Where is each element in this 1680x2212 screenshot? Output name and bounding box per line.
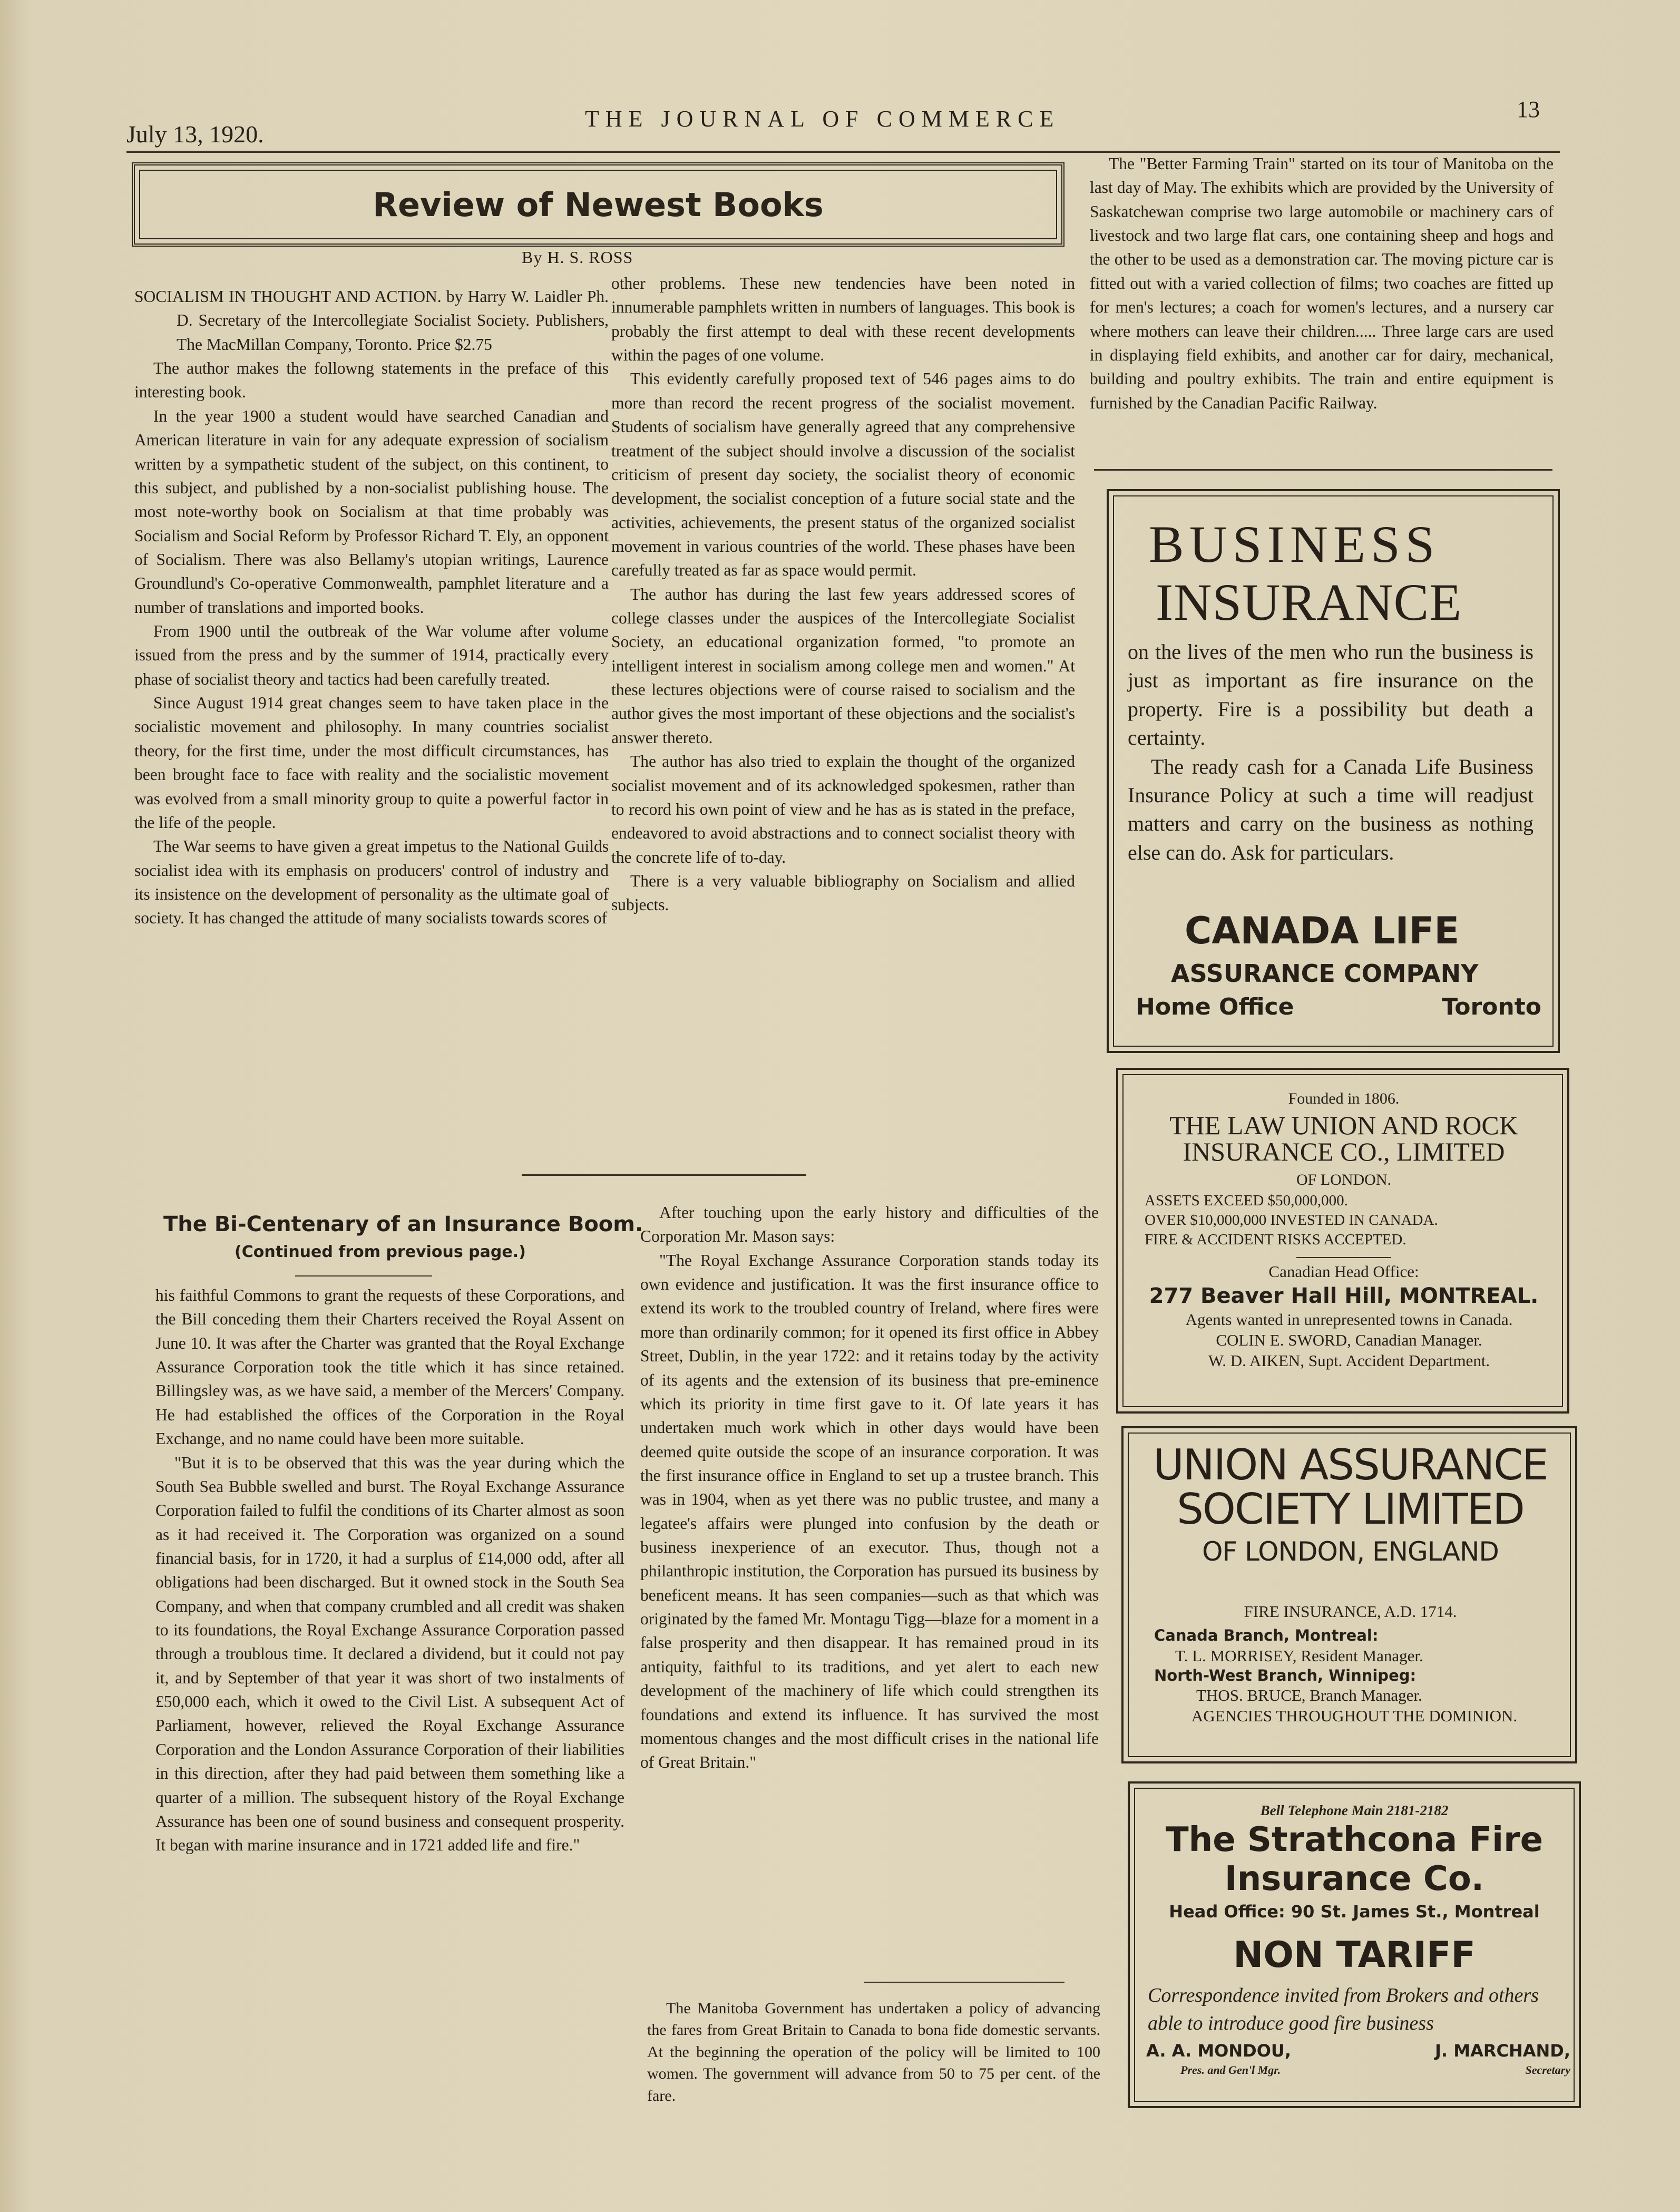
fire-line: FIRE INSURANCE, A.D. 1714. [1244, 1602, 1457, 1621]
company-location: OF LONDON, ENGLAND [1202, 1536, 1499, 1567]
title-divider [295, 1275, 432, 1276]
ad-text: The ready cash for a Canada Life Business Insurance Policy at such a time will readjust matters and carry on the business as nothing else can do. Ask for particulars. [1128, 754, 1534, 864]
article-paragraph: his faithful Commons to grant the requests of these Corporations, and the Bill conceding them their Charters received the Royal Assent on June 10. It was after the Charter was granted that the Royal Exchange Assurance Corporation took the title which it has since retained. Billingsley was, as we have said, a member of the Mercers' Company. He had established the offices of the Corporation in the Royal Exchange, and no name could have been more suitable. [155, 1286, 624, 1448]
ad-divider [1296, 1257, 1391, 1258]
ad-line: FIRE & ACCIDENT RISKS ACCEPTED. [1145, 1231, 1406, 1249]
review-column-2 [611, 271, 1075, 917]
ad-text: on the lives of the men who run the business is just as important as fire insurance on the property. Fire is a possibility but death a certainty. [1128, 640, 1534, 750]
review-paragraph: This evidently carefully proposed text of 546 pages aims to do more than record the recent progress of the socialist movement. Students of socialism have generally agreed that any comprehensive treatment of the subject should involve a discussion of the socialist criticism of present day society, the socialist theory of economic development, the socialist conception of a future social state and the activities, achievements, the present status of the organized socialist movement in various countries of the world. These phases have been carefully treated as far as space would permit. [611, 369, 1075, 580]
issue-date: July 13, 1920. [126, 121, 264, 148]
ad-line: Agents wanted in unrepresented towns in Canada. [1185, 1310, 1513, 1329]
farming-paragraph: The "Better Farming Train" started on its tour of Manitoba on the last day of May. The exhibits which are provided by the University of Saskatchewan comprise two large automobile or machinery cars of livestock and two large flat cars, one containing sheep and hogs and the other to be used as a demonstration car. The moving picture car is fitted out with a varied collection of films; two coaches are fitted up for men's lectures; a coach for women's lectures, and a nursery car where mothers can leave their children..... Three large cars are used in displaying field exhibits, and another car for dairy, mechanical, building and poultry exhibits. The train and entire equipment is furnished by the Canadian Pacific Railway. [1090, 154, 1554, 412]
officers-row [1146, 2041, 1570, 2061]
officer-title: Pres. and Gen'l Mgr. [1180, 2063, 1281, 2077]
review-paragraph: The author has during the last few years addressed scores of college classes under the auspices of the Intercollegiate Socialist Society, an educational organization formed, "to promote an intelligent interest in socialism among college men and women." At these lectures objections were of course raised to socialism and the author gives the most important of these objections and the socialist's answer thereto. [611, 584, 1075, 747]
company-name [1133, 1440, 1568, 1534]
review-paragraph: The War seems to have given a great impetus to the National Guilds socialist idea with its emphasis on producers' control of industry and its insistence on the development of personality as the ultimate goal of society. It has changed the attitude of many socialists towards scores of [134, 837, 609, 928]
branch-label: Canada Branch, Montreal: [1154, 1626, 1379, 1644]
ad-line: W. D. AIKEN, Supt. Accident Department. [1208, 1351, 1490, 1370]
ad-footer [1141, 1310, 1557, 1371]
branch-manager: T. L. MORRISEY, Resident Manager. [1175, 1646, 1423, 1665]
review-paragraph: other problems. These new tendencies have been noted in innumerable pamphlets written in numbers of languages. This book is probably the first attempt to deal with these recent developments within the pages of one volume. [611, 274, 1075, 365]
bicentenary-title: The Bi-Centenary of an Insurance Boom. [163, 1212, 643, 1236]
company-name-line: SOCIETY LIMITED [1177, 1485, 1524, 1534]
company-name-line: Insurance Co. [1224, 1859, 1484, 1899]
section-divider [522, 1174, 806, 1176]
ad-line: ASSETS EXCEED $50,000,000. [1145, 1192, 1348, 1209]
company-location: OF LONDON. [1296, 1171, 1391, 1188]
ad-heading: BUSINESS [1149, 515, 1440, 573]
review-byline: By H. S. ROSS [522, 248, 633, 267]
review-paragraph: The author has also tried to explain the thought of the organized socialist movement and of its acknowledged spokesmen, rather than to record his own point of view and he has as is stated in the preface, endeavored to avoid abstractions and to connect socialist theory with the concrete life of to-day. [611, 752, 1075, 866]
masthead-title: THE JOURNAL OF COMMERCE [585, 106, 1060, 132]
company-name-line: The Strathcona Fire [1165, 1820, 1544, 1859]
office-city: Toronto [1442, 993, 1541, 1020]
article-paragraph: After touching upon the early history and difficulties of the Corporation Mr. Mason says: [640, 1203, 1099, 1246]
head-office-line: Head Office: 90 St. James St., Montreal [1169, 1902, 1540, 1922]
farming-train-article [1090, 152, 1554, 415]
article-paragraph: "But it is to be observed that this was the year during which the South Sea Bubble swelled and burst. The Royal Exchange Assurance Corporation failed to fulfil the conditions of its Charter almost as soon as it had received it. The Corporation was organized on a sound financial basis, for in 1720, it had a surplus of £14,000 odd, after all obligations had been discharged. But it owned stock in the South Sea Company, and when that company crumbled and all credit was shaken to its foundations, the Royal Exchange Assurance Corporation passed through a troublous time. It declared a dividend, but it could not pay it, and by September of that year it was short of two instalments of £50,000 each, which it owed to the Civil List. A subsequent Act of Parliament, however, relieved the Royal Exchange Assurance Corporation and the London Assurance Corporation of their liabilities in this direction, after they had paid between them something like a quarter of a million. The subsequent history of the Royal Exchange Assurance has been one of sound business and consequent prosperity. It began with marine insurance and in 1721 added life and fire." [155, 1453, 624, 1855]
article-divider [864, 1982, 1064, 1983]
bicentenary-subtitle: (Continued from previous page.) [235, 1243, 526, 1261]
book-entry: SOCIALISM IN THOUGHT AND ACTION. by Harry W. Laidler Ph. D. Secretary of the Intercollegiate Socialist Society. Publishers, The MacMillan Company, Toronto. Price $2.75 [134, 287, 609, 354]
head-office-label: Canadian Head Office: [1268, 1262, 1419, 1281]
branch-label: North-West Branch, Winnipeg: [1154, 1666, 1417, 1684]
branch-info [1154, 1626, 1565, 1726]
review-heading-box [132, 162, 1064, 247]
page-number: 13 [1517, 96, 1540, 122]
company-subname: ASSURANCE COMPANY [1171, 959, 1479, 988]
founded-line: Founded in 1806. [1288, 1090, 1400, 1107]
review-column-1 [134, 285, 609, 930]
article-paragraph: "The Royal Exchange Assurance Corporation stands today its own evidence and justification. It was the first insurance office to extend its work to the troubled country of Ireland, where fires were more than ordinarily common; for it opened its first office in Abbey Street, Dublin, in the year 1722: and it retains today by the activity of its agents and the extension of its business that pre-eminence which its priority in time first gave to it. Of late years it has undertaken much work which in other days would have been deemed quite outside the scope of an insurance corporation. It was the first insurance office in England to set up a trustee branch. This was in 1904, when as yet there was no public trustee, and many a legatee's affairs were plunged into confusion by the death or business inexperience of an executor. Thus, though not a philanthropic institution, the Corporation has pursued its business by beneficent means. It has seen companies—such as that which was originated by the famed Mr. Montagu Tigg—blaze for a moment in a false prosperity and then disappear. It has remained proud in its antiquity, faithful to its traditions, and yet alert to each new development of the machinery of life which could strengthen its foundations and extend its influence. It has survived the most momentous changes and the most difficult crises in the national life of Great Britain." [640, 1251, 1099, 1772]
review-paragraph: From 1900 until the outbreak of the War volume after volume issued from the press and by the summer of 1914, practically every phase of socialist theory and tactics had been carefully treated. [134, 622, 609, 688]
review-paragraph: In the year 1900 a student would have searched Canadian and American literature in vain for any adequate expression of socialism written by a sympathetic student of the subject, on this continent, to this subject, and published by a non-socialist publishing house. The most note-worthy book on Socialism at that time probably was Socialism and Social Reform by Professor Richard T. Ely, an opponent of Socialism. There was also Bellamy's utopian writings, Laurence Groundlund's Co-operative Commonwealth, pamphlet literature and a number of translations and imported books. [134, 406, 609, 617]
officers-titles [1146, 2063, 1570, 2077]
office-row [1136, 993, 1541, 1020]
review-paragraph: The author makes the followng statements in the preface of this interesting book. [134, 359, 609, 402]
officer-title: Secretary [1525, 2063, 1570, 2077]
ad-body [1128, 638, 1534, 867]
agencies-line: AGENCIES THROUGHOUT THE DOMINION. [1191, 1707, 1518, 1726]
ad-line: OVER $10,000,000 INVESTED IN CANADA. [1145, 1212, 1438, 1229]
company-name [1138, 1820, 1570, 1898]
company-name: THE LAW UNION AND ROCK INSURANCE CO., LIMITED [1169, 1110, 1518, 1166]
ad-body: Correspondence invited from Brokers and others able to introduce good fire business [1148, 1984, 1539, 2035]
phone-line: Bell Telephone Main 2181-2182 [1260, 1802, 1449, 1818]
manitoba-paragraph: The Manitoba Government has undertaken a policy of advancing the fares from Great Britain to Canada to bona fide domestic servants. At the beginning the operation of the policy will be limited to 100 women. The government will advance from 50 to 75 per cent. of the fare. [647, 2000, 1100, 2104]
column-divider [1094, 469, 1552, 471]
branch-manager: THOS. BRUCE, Branch Manager. [1196, 1686, 1422, 1705]
ad-lines [1145, 1191, 1566, 1250]
review-paragraph: Since August 1914 great changes seem to have taken place in the socialistic movement and philosophy. In many countries socialist theory, for the first time, under the most difficult circumstances, has been brought face to face with reality and the socialistic movement was evolved from a small minority group to quite a powerful factor in the life of the people. [134, 694, 609, 832]
ad-line: COLIN E. SWORD, Canadian Manager. [1216, 1330, 1482, 1349]
company-name-line: UNION ASSURANCE [1153, 1440, 1548, 1489]
ad-heading: INSURANCE [1156, 573, 1462, 631]
head-office-address: 277 Beaver Hall Hill, MONTREAL. [1149, 1284, 1539, 1308]
bicentenary-column-2 [640, 1201, 1099, 1775]
manitoba-article [647, 1997, 1100, 2107]
bicentenary-column-1 [155, 1283, 624, 1857]
company-name: CANADA LIFE [1185, 909, 1460, 952]
office-label: Home Office [1136, 993, 1294, 1020]
officer-name: J. MARCHAND, [1435, 2041, 1570, 2061]
tariff-line: NON TARIFF [1233, 1934, 1476, 1976]
officer-name: A. A. MONDOU, [1146, 2041, 1292, 2061]
review-paragraph: There is a very valuable bibliography on Socialism and allied subjects. [611, 871, 1075, 914]
review-heading: Review of Newest Books [373, 185, 824, 224]
